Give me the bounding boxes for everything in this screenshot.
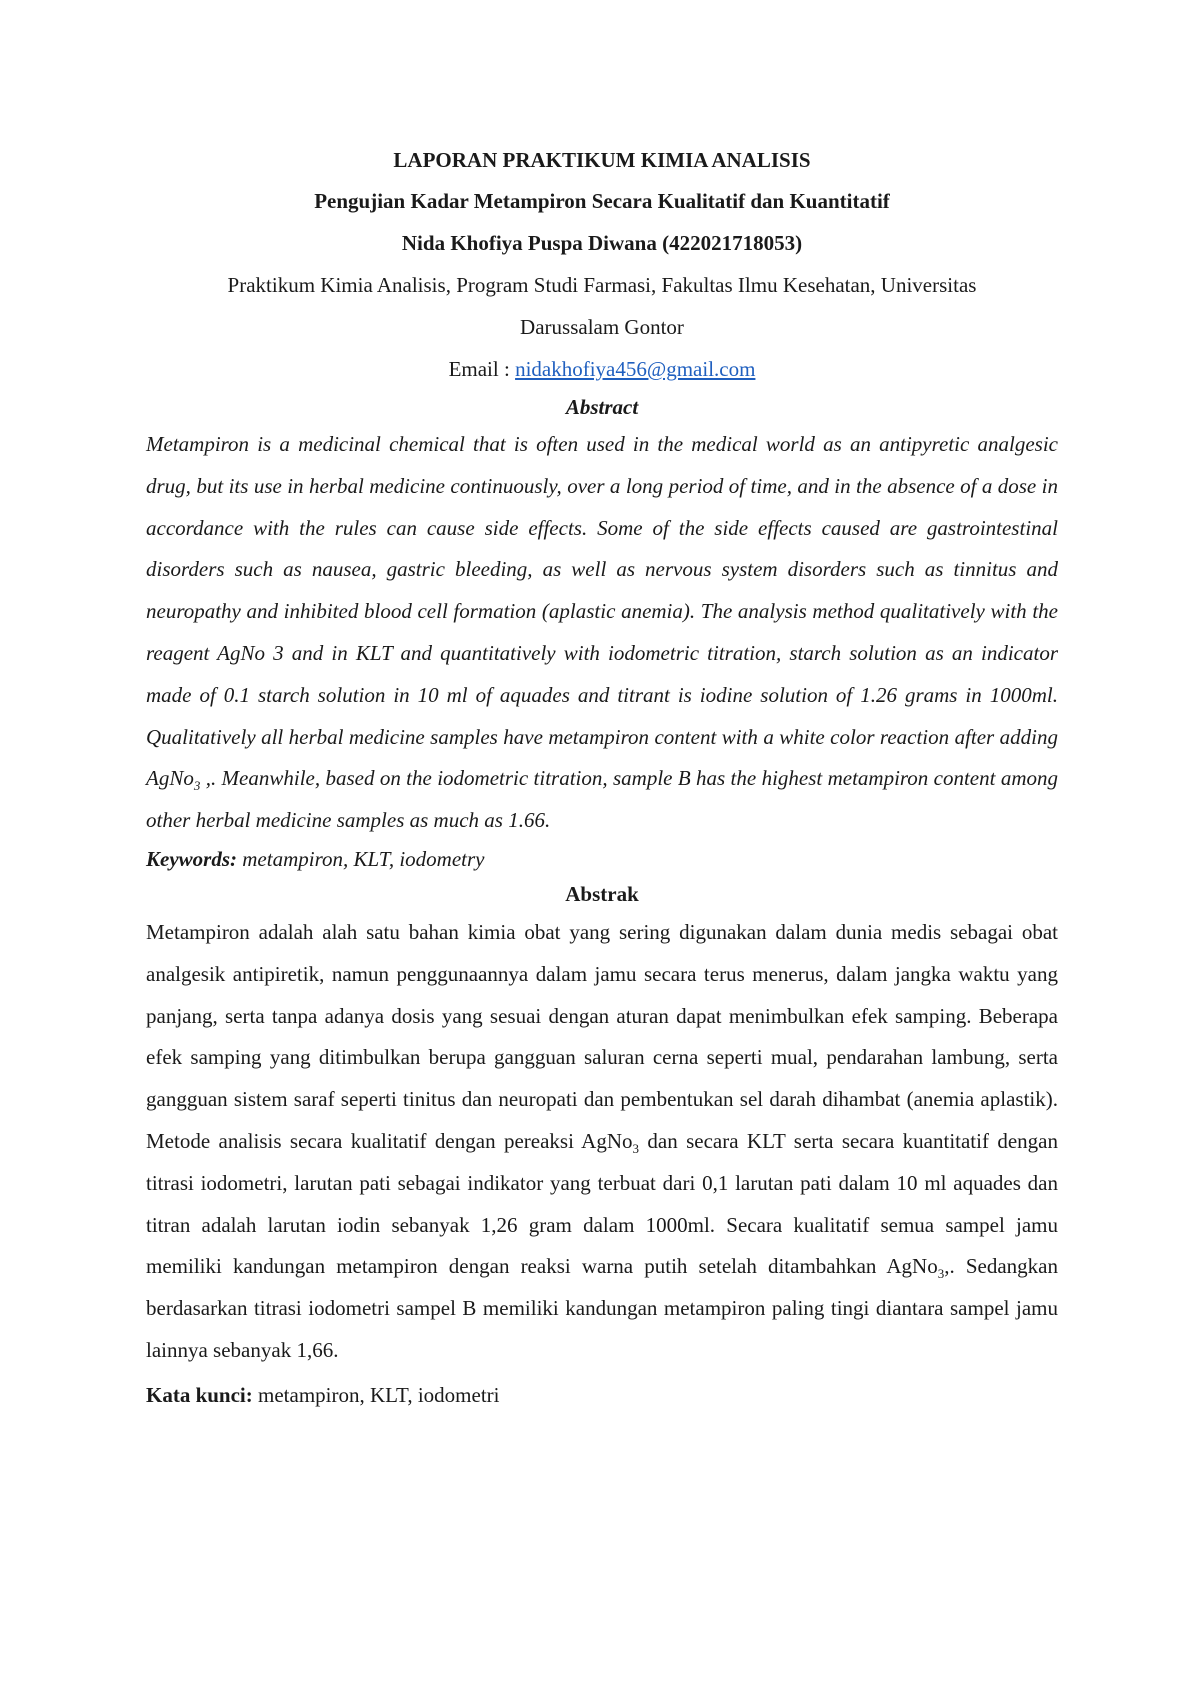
abstrak-subscript-2: 3 [937,1266,945,1282]
keywords-label: Keywords: [146,846,237,871]
affiliation-line-1: Praktikum Kimia Analisis, Program Studi Farmasi, Fakultas Ilmu Kesehatan, Universitas [227,273,977,297]
email-line [146,348,1058,390]
document-page [146,140,1058,1418]
kata-kunci-label: Kata kunci: [146,1382,253,1407]
abstract-text-2: ,. Meanwhile, based on the iodometric titration, sample B has the highest metampiron content among other herbal medicine samples as much as 1.66. [146,766,1058,833]
keywords-text: metampiron, KLT, iodometry [237,846,485,871]
abstrak-text-2: dan secara KLT serta secara kuantitatif dengan titrasi iodometri, larutan pati sebagai indikator yang terbuat dari 0,1 larutan pati dalam 10 ml aquades dan titran adalah larutan iodin sebanyak 1,26 gram dalam 1000ml. Secara kualitatif semua sampel jamu memiliki kandungan metampiron dengan reaksi warna putih setelah ditambahkan AgNo [146,1128,1058,1279]
abstract-subscript: 3 [193,778,201,794]
email-label: Email : [448,357,516,381]
keywords-line [146,842,1058,876]
email-link[interactable]: nidakhofiya456@gmail.com [515,357,756,381]
abstrak-text-1: Metampiron adalah alah satu bahan kimia obat yang sering digunakan dalam dunia medis sebagai obat analgesik antipiretik, namun penggunaannya dalam jamu secara terus menerus, dalam jangka waktu yang panjang, serta tanpa adanya dosis yang sesuai dengan aturan dapat menimbulkan efek samping. Beberapa efek samping yang ditimbulkan berupa gangguan saluran cerna seperti mual, pendarahan lambung, serta gangguan sistem saraf seperti tinitus dan neuropati dan pembentukan sel darah dihambat (anemia aplastik). Metode analisis secara kualitatif dengan pereaksi AgNo [146,919,1058,1153]
abstrak-heading: Abstrak [565,881,639,906]
kata-kunci-text: metampiron, KLT, iodometri [252,1382,500,1407]
report-subtitle: Pengujian Kadar Metampiron Secara Kualitatif dan Kuantitatif [314,189,890,213]
author-name: Nida Khofiya Puspa Diwana (422021718053) [401,231,803,255]
report-title: LAPORAN PRAKTIKUM KIMIA ANALISIS [393,148,811,172]
abstrak-subscript-1: 3 [632,1141,639,1157]
affiliation-line-2: Darussalam Gontor [520,315,684,339]
abstrak-text-3: ,. Sedangkan berdasarkan titrasi iodometri sampel B memiliki kandungan metampiron paling tingi diantara sampel jamu lainnya sebanyak 1,66. [146,1254,1058,1362]
abstract-body [146,424,1058,842]
abstract-heading: Abstract [565,395,639,419]
kata-kunci-line [146,1372,1058,1418]
abstract-text-1: Metampiron is a medicinal chemical that is often used in the medical world as an antipyretic analgesic drug, but its use in herbal medicine continuously, over a long period of time, and in the absence of a dose in accordance with the rules can cause side effects. Some of the side effects caused are gastrointestinal disorders such as nausea, gastric bleeding, as well as nervous system disorders such as tinnitus and neuropathy and inhibited blood cell formation (aplastic anemia). The analysis method qualitatively with the reagent AgNo 3 and in KLT and quantitatively with iodometric titration, starch solution as an indicator made of 0.1 starch solution in 10 ml of aquades and titrant is iodine solution of 1.26 grams in 1000ml. Qualitatively all herbal medicine samples have metampiron content with a white color reaction after adding AgNo [146,432,1058,791]
abstrak-body [146,912,1058,1372]
affiliation [146,264,1058,348]
